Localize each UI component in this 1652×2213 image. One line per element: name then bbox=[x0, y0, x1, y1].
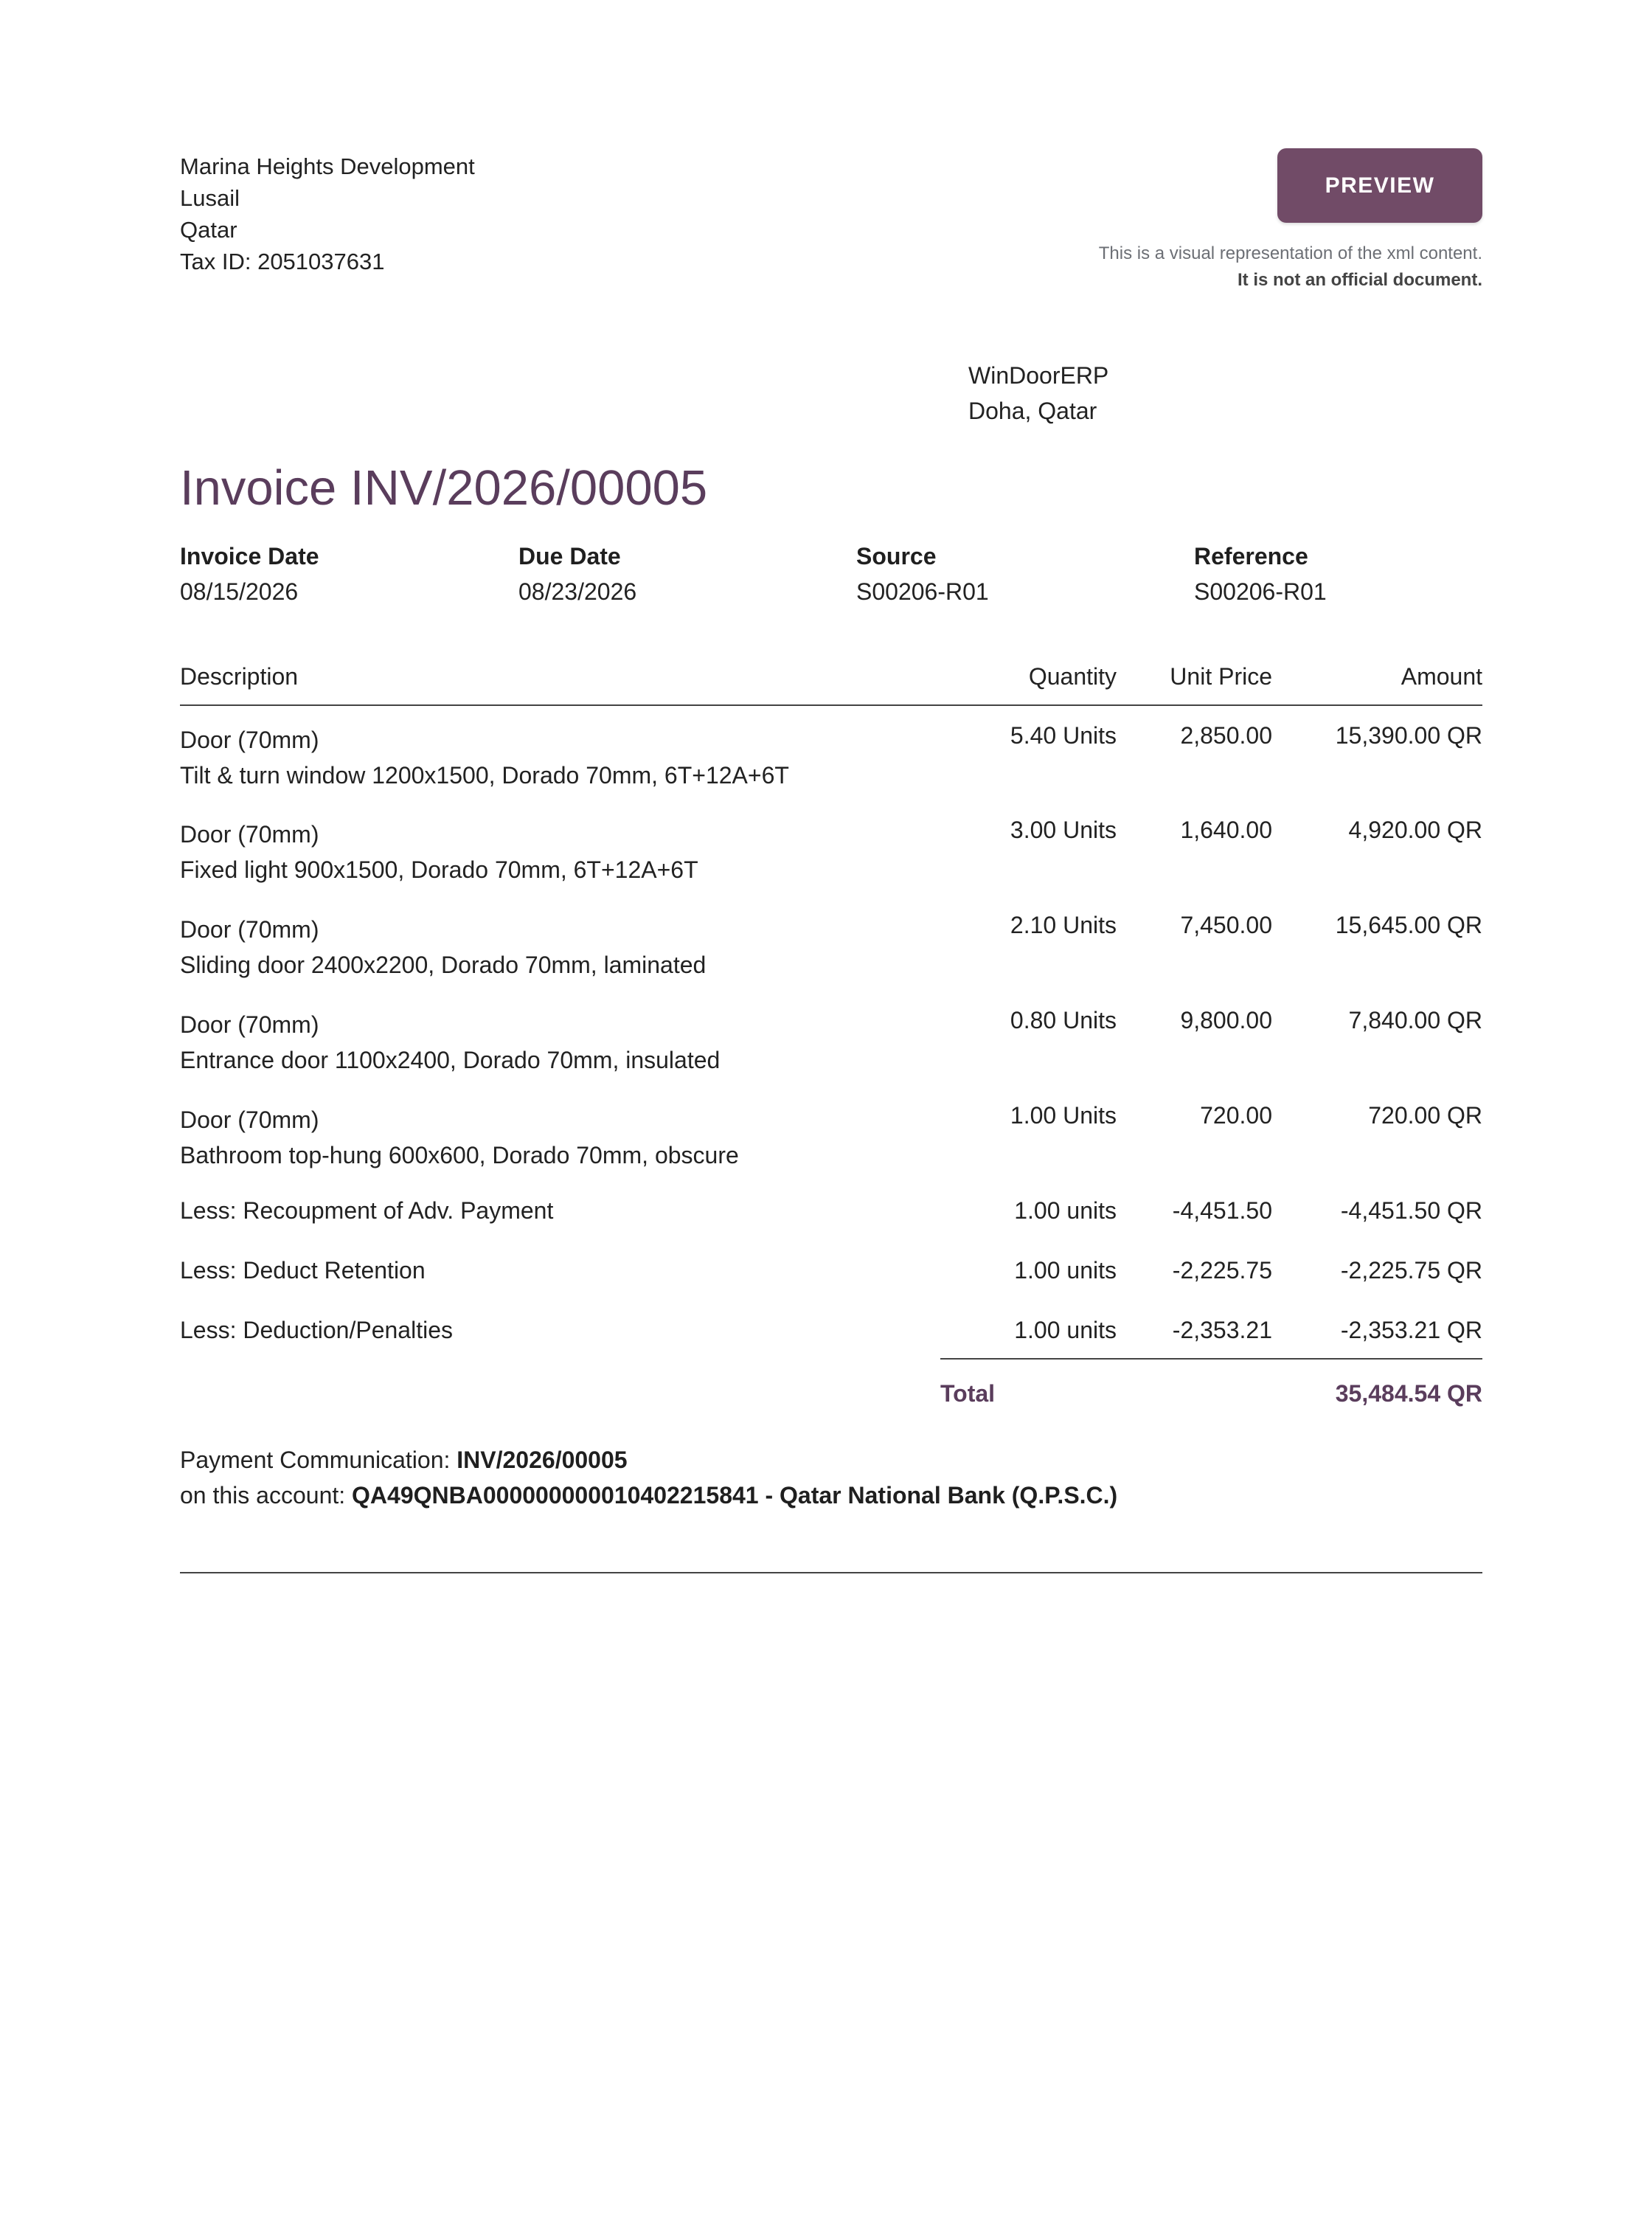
deduction-row bbox=[180, 1181, 1482, 1241]
line-product-name: Door (70mm) bbox=[180, 916, 319, 943]
line-quantity: 2.10 Units bbox=[1010, 912, 1117, 938]
source-value: S00206-R01 bbox=[856, 578, 989, 605]
sender-city: Lusail bbox=[180, 185, 240, 211]
deduction-row bbox=[180, 1301, 1482, 1360]
line-product-name: Door (70mm) bbox=[180, 821, 319, 848]
payment-communication bbox=[180, 1442, 1117, 1513]
deduction-row bbox=[180, 1241, 1482, 1301]
deduction-description: Less: Recoupment of Adv. Payment bbox=[180, 1197, 554, 1224]
payment-reference-label: Payment Communication: bbox=[180, 1447, 457, 1473]
table-row bbox=[180, 991, 1482, 1086]
totals-block bbox=[940, 1358, 1482, 1419]
payment-account-label: on this account: bbox=[180, 1482, 353, 1509]
sender-country: Qatar bbox=[180, 217, 237, 243]
due-date-value: 08/23/2026 bbox=[518, 578, 637, 605]
payment-reference-line bbox=[180, 1442, 1117, 1478]
line-detail: Entrance door 1100x2400, Dorado 70mm, insulated bbox=[180, 1047, 721, 1073]
line-amount: 7,840.00 QR bbox=[1348, 1007, 1482, 1033]
deduction-amount: -2,225.75 QR bbox=[1340, 1257, 1482, 1284]
disclaimer-line: This is a visual representation of the xml content. bbox=[1098, 243, 1482, 263]
payment-reference-value: INV/2026/00005 bbox=[457, 1447, 628, 1473]
line-unit-price: 2,850.00 bbox=[1180, 722, 1272, 749]
invoice-page bbox=[180, 0, 1482, 2213]
line-amount: 4,920.00 QR bbox=[1348, 817, 1482, 843]
table-header-row bbox=[180, 649, 1482, 705]
invoice-date-label: Invoice Date bbox=[180, 543, 319, 569]
recipient-address bbox=[968, 358, 1108, 429]
invoice-info bbox=[180, 538, 1482, 612]
line-unit-price: 720.00 bbox=[1200, 1102, 1272, 1129]
table-row bbox=[180, 800, 1482, 896]
payment-account-value: QA49QNBA000000000010402215841 - Qatar National Bank (Q.P.S.C.) bbox=[352, 1482, 1118, 1509]
line-amount: 720.00 QR bbox=[1368, 1102, 1482, 1129]
line-quantity: 1.00 Units bbox=[1010, 1102, 1117, 1129]
deduction-unit-price: -4,451.50 bbox=[1172, 1197, 1272, 1224]
line-product-name: Door (70mm) bbox=[180, 727, 319, 753]
deduction-quantity: 1.00 units bbox=[1014, 1317, 1117, 1343]
line-amount: 15,645.00 QR bbox=[1335, 912, 1482, 938]
invoice-title: Invoice INV/2026/00005 bbox=[180, 460, 708, 516]
line-unit-price: 1,640.00 bbox=[1180, 817, 1272, 843]
payment-account-line bbox=[180, 1478, 1117, 1513]
deduction-amount: -4,451.50 QR bbox=[1340, 1197, 1482, 1224]
deduction-quantity: 1.00 units bbox=[1014, 1257, 1117, 1284]
sender-tax-id: Tax ID: 2051037631 bbox=[180, 249, 385, 274]
invoice-date-block bbox=[180, 538, 490, 609]
line-description bbox=[180, 896, 925, 991]
table-row bbox=[180, 705, 1482, 800]
deduction-description: Less: Deduct Retention bbox=[180, 1257, 426, 1284]
line-description bbox=[180, 1086, 925, 1181]
table-row bbox=[180, 1086, 1482, 1181]
line-product-name: Door (70mm) bbox=[180, 1011, 319, 1038]
recipient-name: WinDoorERP bbox=[968, 362, 1109, 389]
line-detail: Tilt & turn window 1200x1500, Dorado 70mm, 6T+12A+6T bbox=[180, 762, 789, 789]
deduction-unit-price: -2,353.21 bbox=[1172, 1317, 1272, 1343]
reference-value: S00206-R01 bbox=[1194, 578, 1327, 605]
column-header-description: Description bbox=[180, 649, 925, 705]
line-quantity: 5.40 Units bbox=[1010, 722, 1117, 749]
sender-name: Marina Heights Development bbox=[180, 153, 475, 179]
deduction-unit-price: -2,225.75 bbox=[1172, 1257, 1272, 1284]
disclaimer bbox=[1099, 240, 1482, 294]
recipient-location: Doha, Qatar bbox=[968, 398, 1097, 424]
sender-address bbox=[180, 150, 475, 277]
invoice-date-value: 08/15/2026 bbox=[180, 578, 299, 605]
line-description bbox=[180, 800, 925, 896]
column-header-unit-price: Unit Price bbox=[1117, 649, 1272, 705]
deduction-quantity: 1.00 units bbox=[1014, 1197, 1117, 1224]
due-date-block bbox=[518, 538, 828, 609]
source-label: Source bbox=[856, 543, 937, 569]
footer-divider bbox=[180, 1572, 1482, 1573]
line-description bbox=[180, 705, 925, 800]
deduction-description: Less: Deduction/Penalties bbox=[180, 1317, 453, 1343]
line-unit-price: 7,450.00 bbox=[1180, 912, 1272, 938]
line-description bbox=[180, 991, 925, 1086]
total-value: 35,484.54 QR bbox=[1335, 1380, 1482, 1407]
table-row bbox=[180, 896, 1482, 991]
line-detail: Sliding door 2400x2200, Dorado 70mm, laminated bbox=[180, 952, 707, 978]
column-header-quantity: Quantity bbox=[925, 649, 1117, 705]
reference-label: Reference bbox=[1194, 543, 1308, 569]
line-amount: 15,390.00 QR bbox=[1335, 722, 1482, 749]
due-date-label: Due Date bbox=[518, 543, 621, 569]
column-header-amount: Amount bbox=[1272, 649, 1482, 705]
line-detail: Bathroom top-hung 600x600, Dorado 70mm, obscure bbox=[180, 1142, 739, 1168]
source-block bbox=[856, 538, 1166, 609]
line-detail: Fixed light 900x1500, Dorado 70mm, 6T+12A+6T bbox=[180, 856, 698, 883]
line-product-name: Door (70mm) bbox=[180, 1106, 319, 1133]
invoice-lines-table bbox=[180, 649, 1482, 1360]
preview-button[interactable]: PREVIEW bbox=[1277, 148, 1482, 223]
line-quantity: 3.00 Units bbox=[1010, 817, 1117, 843]
disclaimer-warning: It is not an official document. bbox=[1237, 270, 1482, 290]
line-quantity: 0.80 Units bbox=[1010, 1007, 1117, 1033]
deduction-amount: -2,353.21 QR bbox=[1340, 1317, 1482, 1343]
reference-block bbox=[1194, 538, 1504, 609]
line-unit-price: 9,800.00 bbox=[1180, 1007, 1272, 1033]
total-label: Total bbox=[940, 1380, 996, 1407]
